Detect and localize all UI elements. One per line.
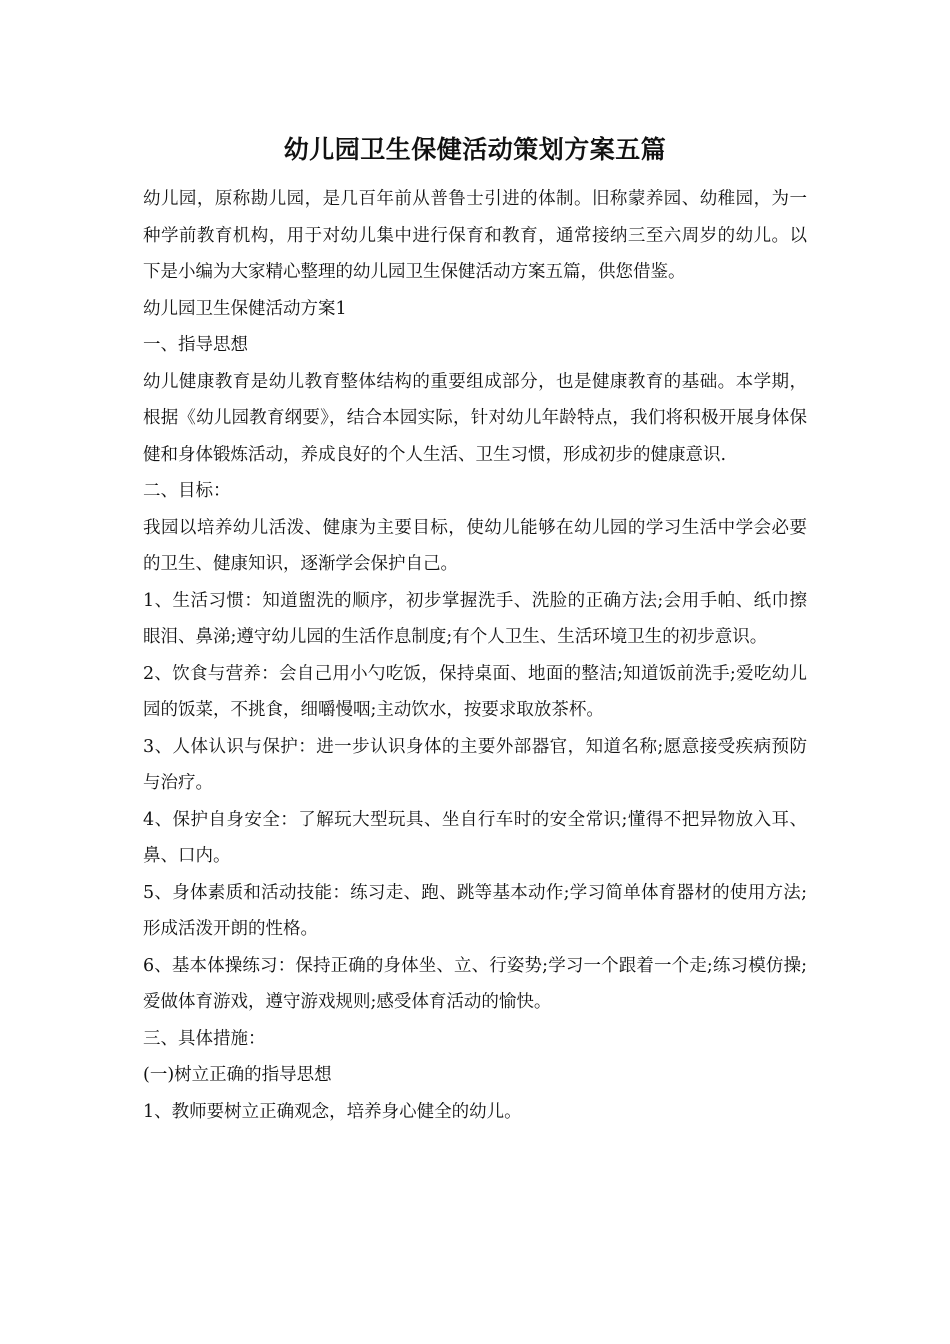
document-body bbox=[143, 181, 807, 1130]
heading-guiding-ideology: 一、指导思想 bbox=[143, 335, 248, 355]
measure-item-1: 1、教师要树立正确观念，培养身心健全的幼儿。 bbox=[143, 1101, 522, 1122]
heading-measures: 三、具体措施： bbox=[143, 1028, 266, 1049]
guiding-ideology-paragraph: 幼儿健康教育是幼儿教育整体结构的重要组成部分，也是健康教育的基础。本学期，根据《幼儿园教育纲要》，结合本园实际，针对幼儿年龄特点，我们将积极开展身体保健和身体锻炼活动，养成良好的个人生活、卫生习惯，形成初步的健康意识. bbox=[143, 371, 807, 465]
heading-goals: 二、目标： bbox=[143, 481, 231, 501]
section-heading-plan-1: 幼儿园卫生保健活动方案1 bbox=[143, 298, 347, 319]
goals-paragraph: 我园以培养幼儿活泼、健康为主要目标，使幼儿能够在幼儿园的学习生活中学会必要的卫生、健康知识，逐渐学会保护自己。 bbox=[143, 517, 807, 574]
goal-item-3: 3、人体认识与保护：进一步认识身体的主要外部器官，知道名称;愿意接受疾病预防与治疗。 bbox=[143, 736, 807, 793]
goal-item-5: 5、身体素质和活动技能：练习走、跑、跳等基本动作;学习简单体育器材的使用方法;形成活泼开朗的性格。 bbox=[143, 882, 807, 939]
goal-item-4: 4、保护自身安全：了解玩大型玩具、坐自行车时的安全常识;懂得不把异物放入耳、鼻、口内。 bbox=[143, 809, 807, 866]
document-title: 幼儿园卫生保健活动策划方案五篇 bbox=[283, 135, 667, 164]
goal-item-1: 1、生活习惯：知道盥洗的顺序，初步掌握洗手、洗脸的正确方法;会用手帕、纸巾擦眼泪、鼻涕;遵守幼儿园的生活作息制度;有个人卫生、生活环境卫生的初步意识。 bbox=[143, 590, 807, 647]
subheading-correct-ideology: (一)树立正确的指导思想 bbox=[143, 1065, 332, 1085]
intro-paragraph: 幼儿园，原称勘儿园，是几百年前从普鲁士引进的体制。旧称蒙养园、幼稚园，为一种学前教育机构，用于对幼儿集中进行保育和教育，通常接纳三至六周岁的幼儿。以下是小编为大家精心整理的幼儿园卫生保健活动方案五篇，供您借鉴。 bbox=[143, 189, 807, 282]
goal-item-2: 2、饮食与营养：会自己用小勺吃饭，保持桌面、地面的整洁;知道饭前洗手;爱吃幼儿园的饭菜，不挑食，细嚼慢咽;主动饮水，按要求取放茶杯。 bbox=[143, 663, 807, 720]
goal-item-6: 6、基本体操练习：保持正确的身体坐、立、行姿势;学习一个跟着一个走;练习模仿操;爱做体育游戏，遵守游戏规则;感受体育活动的愉快。 bbox=[143, 955, 807, 1012]
